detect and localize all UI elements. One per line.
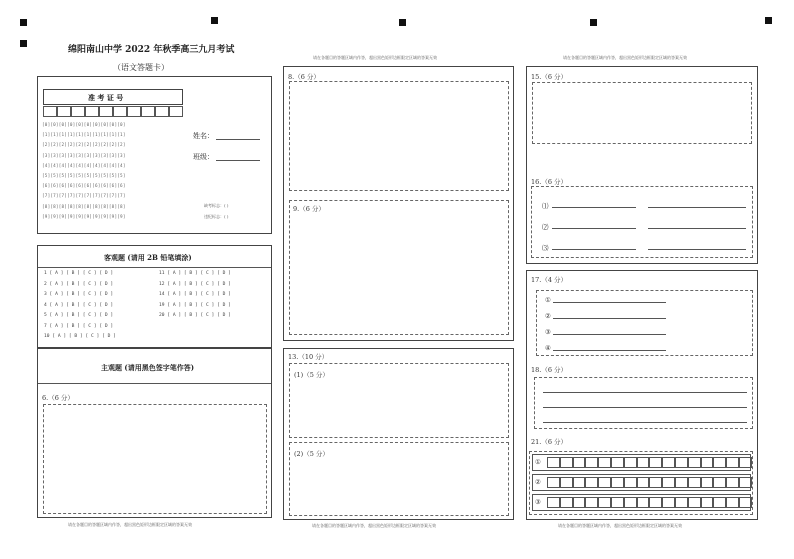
q21-char-cell[interactable] xyxy=(662,497,675,508)
q21-char-cell[interactable] xyxy=(547,477,560,488)
q17-item-2-label: ② xyxy=(545,312,551,320)
q21-char-cell[interactable] xyxy=(637,457,650,468)
registration-mark xyxy=(20,19,27,26)
exam-id-cell[interactable] xyxy=(113,106,127,117)
q16-item-1-label: ⑴ xyxy=(542,202,549,210)
subjective-divider xyxy=(38,383,271,384)
exam-id-cell[interactable] xyxy=(43,106,57,117)
q21-char-cell[interactable] xyxy=(688,457,701,468)
objective-question-row[interactable]: 11 [ A ] [ B ] [ C ] [ D ] xyxy=(159,271,231,276)
q21-char-cell[interactable] xyxy=(662,457,675,468)
q21-char-cell[interactable] xyxy=(624,457,637,468)
exam-id-cell[interactable] xyxy=(85,106,99,117)
exam-id-digit-row[interactable]: [4][4][4][4][4][4][4][4][4][4] xyxy=(42,163,126,169)
exam-id-title: 准 考 证 号 xyxy=(88,93,124,102)
q15-label: 15.（6 分） xyxy=(531,73,568,81)
objective-question-row[interactable]: 10 [ A ] [ B ] [ C ] [ D ] xyxy=(44,334,116,339)
q8-answer-area[interactable] xyxy=(289,81,509,191)
q21-row-3[interactable] xyxy=(532,494,751,511)
exam-id-digit-row[interactable]: [7][7][7][7][7][7][7][7][7][7] xyxy=(42,194,126,200)
exam-title: 绵阳南山中学 2022 年秋季高三九月考试 xyxy=(68,45,235,55)
q21-char-cell[interactable] xyxy=(611,457,624,468)
q21-char-cell[interactable] xyxy=(701,457,714,468)
notice-bottom-middle: 请在各题目的答题区域内作答，超出黑色矩形边框限定区域的答案无效 xyxy=(312,523,436,528)
q21-char-cell[interactable] xyxy=(560,477,573,488)
registration-mark xyxy=(399,19,406,26)
right-panel-bottom xyxy=(526,270,758,520)
objective-panel xyxy=(37,245,272,348)
q21-char-cell[interactable] xyxy=(739,457,752,468)
middle-panel-top xyxy=(283,66,514,341)
objective-question-row[interactable]: 1 [ A ] [ B ] [ C ] [ D ] xyxy=(44,271,114,276)
exam-id-digit-row[interactable]: [6][6][6][6][6][6][6][6][6][6] xyxy=(42,184,126,190)
q16-item-1-line-b[interactable] xyxy=(648,207,746,208)
q21-answer-area[interactable] xyxy=(529,451,753,515)
exam-id-digit-row[interactable]: [0][0][0][0][0][0][0][0][0][0] xyxy=(42,123,126,128)
middle-panel-bottom xyxy=(283,348,514,520)
q21-char-cell[interactable] xyxy=(585,457,598,468)
q21-label: 21.（6 分） xyxy=(531,438,568,446)
q17-item-1-line[interactable] xyxy=(553,302,666,303)
exam-id-bubble-grid[interactable] xyxy=(42,123,192,223)
registration-mark xyxy=(765,17,772,24)
q21-char-cell[interactable] xyxy=(585,497,598,508)
q16-item-3-line-b[interactable] xyxy=(648,249,746,250)
q15-answer-area[interactable] xyxy=(532,82,752,144)
exam-id-cell[interactable] xyxy=(155,106,169,117)
q21-char-cell[interactable] xyxy=(739,497,752,508)
q16-item-1-line[interactable] xyxy=(552,207,636,208)
q17-item-4-label: ④ xyxy=(545,344,551,352)
q16-item-2-label: ⑵ xyxy=(542,223,549,231)
q21-char-cell[interactable] xyxy=(598,457,611,468)
q9-label: 9.（6 分） xyxy=(293,205,325,213)
q16-item-2-line[interactable] xyxy=(552,228,636,229)
exam-id-cell[interactable] xyxy=(141,106,155,117)
q21-char-cell[interactable] xyxy=(649,457,662,468)
q21-char-cell[interactable] xyxy=(573,477,586,488)
objective-question-row[interactable]: 2 [ A ] [ B ] [ C ] [ D ] xyxy=(44,281,114,287)
q13-2-label: (2)（5 分） xyxy=(294,450,329,458)
q21-char-cell[interactable] xyxy=(611,477,624,488)
violation-mark-label[interactable]: 违纪标志：( ) xyxy=(204,214,229,219)
q21-char-cell[interactable] xyxy=(624,477,637,488)
class-field[interactable] xyxy=(216,160,260,161)
q21-char-cell[interactable] xyxy=(701,497,714,508)
exam-id-cell[interactable] xyxy=(57,106,71,117)
notice-bottom-left: 请在各题目的答题区域内作答，超出黑色矩形边框限定区域的答案无效 xyxy=(68,522,192,527)
q16-item-3-label: ⑶ xyxy=(542,244,549,252)
q21-char-cell[interactable] xyxy=(713,457,726,468)
q21-char-cell[interactable] xyxy=(675,457,688,468)
q21-char-cell[interactable] xyxy=(675,497,688,508)
subjective-title: 主观题 (请用黑色签字笔作答) xyxy=(101,363,195,372)
q21-char-cell[interactable] xyxy=(573,457,586,468)
q17-item-3-line[interactable] xyxy=(553,334,666,335)
objective-title: 客观题 (请用 2B 铅笔填涂) xyxy=(104,253,192,262)
q21-char-cell[interactable] xyxy=(547,497,560,508)
exam-id-cell[interactable] xyxy=(169,106,183,117)
q21-char-cell[interactable] xyxy=(598,477,611,488)
registration-mark xyxy=(590,19,597,26)
q21-row-1[interactable] xyxy=(532,454,751,471)
q21-char-cell[interactable] xyxy=(547,457,560,468)
subjective-panel xyxy=(37,348,272,518)
q18-label: 18.（6 分） xyxy=(531,366,568,374)
q21-char-cell[interactable] xyxy=(688,497,701,508)
q21-item-label: ③ xyxy=(535,498,541,506)
q21-char-cell[interactable] xyxy=(637,477,650,488)
q6-label: 6.（6 分） xyxy=(42,394,74,402)
exam-id-cell[interactable] xyxy=(99,106,113,117)
q21-char-cell[interactable] xyxy=(598,497,611,508)
exam-id-header-box xyxy=(43,89,183,105)
q18-line-2[interactable] xyxy=(543,407,747,408)
objective-question-row[interactable]: 12 [ A ] [ B ] [ C ] [ D ] xyxy=(159,281,231,287)
q21-item-label: ① xyxy=(535,458,541,466)
q16-item-3-line[interactable] xyxy=(552,249,636,250)
q21-char-cell[interactable] xyxy=(649,477,662,488)
q21-char-cell[interactable] xyxy=(662,477,675,488)
q16-item-2-line-b[interactable] xyxy=(648,228,746,229)
q9-answer-area[interactable] xyxy=(289,200,509,335)
exam-id-cell[interactable] xyxy=(71,106,85,117)
q18-answer-area[interactable] xyxy=(534,377,753,429)
q21-char-cell[interactable] xyxy=(688,477,701,488)
q21-char-cell[interactable] xyxy=(739,477,752,488)
exam-id-digit-row[interactable]: [1][1][1][1][1][1][1][1][1][1] xyxy=(42,133,126,139)
objective-question-row[interactable]: 19 [ A ] [ B ] [ C ] [ D ] xyxy=(159,302,231,308)
sheet-subtitle: （语文答题卡） xyxy=(113,63,169,72)
q17-item-1-label: ① xyxy=(545,296,551,304)
q16-label: 16.（6 分） xyxy=(531,178,568,186)
q21-char-cell[interactable] xyxy=(675,477,688,488)
exam-id-cell[interactable] xyxy=(127,106,141,117)
q8-label: 8.（6 分） xyxy=(288,73,320,81)
q21-row-2[interactable] xyxy=(532,474,751,491)
name-label: 姓名： xyxy=(193,132,214,140)
q16-answer-area[interactable] xyxy=(531,186,753,258)
exam-id-digit-row[interactable]: [3][3][3][3][3][3][3][3][3][3] xyxy=(42,153,126,159)
candidate-info-panel xyxy=(37,76,272,234)
q21-char-cell[interactable] xyxy=(560,497,573,508)
q21-item-label: ② xyxy=(535,478,541,486)
exam-id-digit-row[interactable]: [5][5][5][5][5][5][5][5][5][5] xyxy=(42,174,126,179)
q21-char-cell[interactable] xyxy=(573,497,586,508)
q17-label: 17.（4 分） xyxy=(531,276,568,284)
objective-question-row[interactable]: 4 [ A ] [ B ] [ C ] [ D ] xyxy=(44,302,114,308)
q18-line-3[interactable] xyxy=(543,422,747,423)
class-label: 班级： xyxy=(193,153,214,161)
q17-answer-area[interactable] xyxy=(536,290,753,356)
q21-char-cell[interactable] xyxy=(649,497,662,508)
q13-1-label: (1)（5 分） xyxy=(294,371,329,379)
q21-char-cell[interactable] xyxy=(726,477,739,488)
objective-question-row[interactable]: 20 [ A ] [ B ] [ C ] [ D ] xyxy=(159,313,231,318)
right-panel-top xyxy=(526,66,758,264)
q6-answer-area[interactable] xyxy=(43,404,267,514)
notice-top-middle: 请在各题目的答题区域内作答，超出黑色矩形边框限定区域的答案无效 xyxy=(313,55,437,60)
objective-question-row[interactable]: 5 [ A ] [ B ] [ C ] [ D ] xyxy=(44,313,114,318)
notice-top-right: 请在各题目的答题区域内作答，超出黑色矩形边框限定区域的答案无效 xyxy=(563,55,687,60)
q21-char-cell[interactable] xyxy=(585,477,598,488)
q21-char-cell[interactable] xyxy=(726,497,739,508)
exam-id-digit-row[interactable]: [2][2][2][2][2][2][2][2][2][2] xyxy=(42,143,126,149)
q17-item-2-line[interactable] xyxy=(553,318,666,319)
q21-char-cell[interactable] xyxy=(713,477,726,488)
exam-id-digit-row[interactable]: [9][9][9][9][9][9][9][9][9][9] xyxy=(42,214,126,220)
q21-char-cell[interactable] xyxy=(560,457,573,468)
objective-question-row[interactable]: 3 [ A ] [ B ] [ C ] [ D ] xyxy=(44,292,114,297)
q21-char-cell[interactable] xyxy=(624,497,637,508)
q18-line-1[interactable] xyxy=(543,392,747,393)
objective-question-row[interactable]: 7 [ A ] [ B ] [ C ] [ D ] xyxy=(44,323,114,329)
name-field[interactable] xyxy=(216,139,260,140)
q17-item-4-line[interactable] xyxy=(553,350,666,351)
registration-mark xyxy=(211,17,218,24)
absent-mark-label[interactable]: 缺考标志：( ) xyxy=(204,203,229,208)
q21-char-cell[interactable] xyxy=(637,497,650,508)
q17-item-3-label: ③ xyxy=(545,328,551,336)
q21-char-cell[interactable] xyxy=(611,497,624,508)
objective-divider xyxy=(38,267,271,268)
q21-char-cell[interactable] xyxy=(713,497,726,508)
registration-mark xyxy=(20,40,27,47)
q21-char-cell[interactable] xyxy=(701,477,714,488)
notice-bottom-right: 请在各题目的答题区域内作答，超出黑色矩形边框限定区域的答案无效 xyxy=(558,523,682,528)
q21-char-cell[interactable] xyxy=(726,457,739,468)
exam-id-write-cells[interactable] xyxy=(43,106,183,117)
objective-question-row[interactable]: 14 [ A ] [ B ] [ C ] [ D ] xyxy=(159,292,231,297)
q13-label: 13.（10 分） xyxy=(288,353,329,361)
exam-id-digit-row[interactable]: [8][8][8][8][8][8][8][8][8][8] xyxy=(42,204,126,210)
